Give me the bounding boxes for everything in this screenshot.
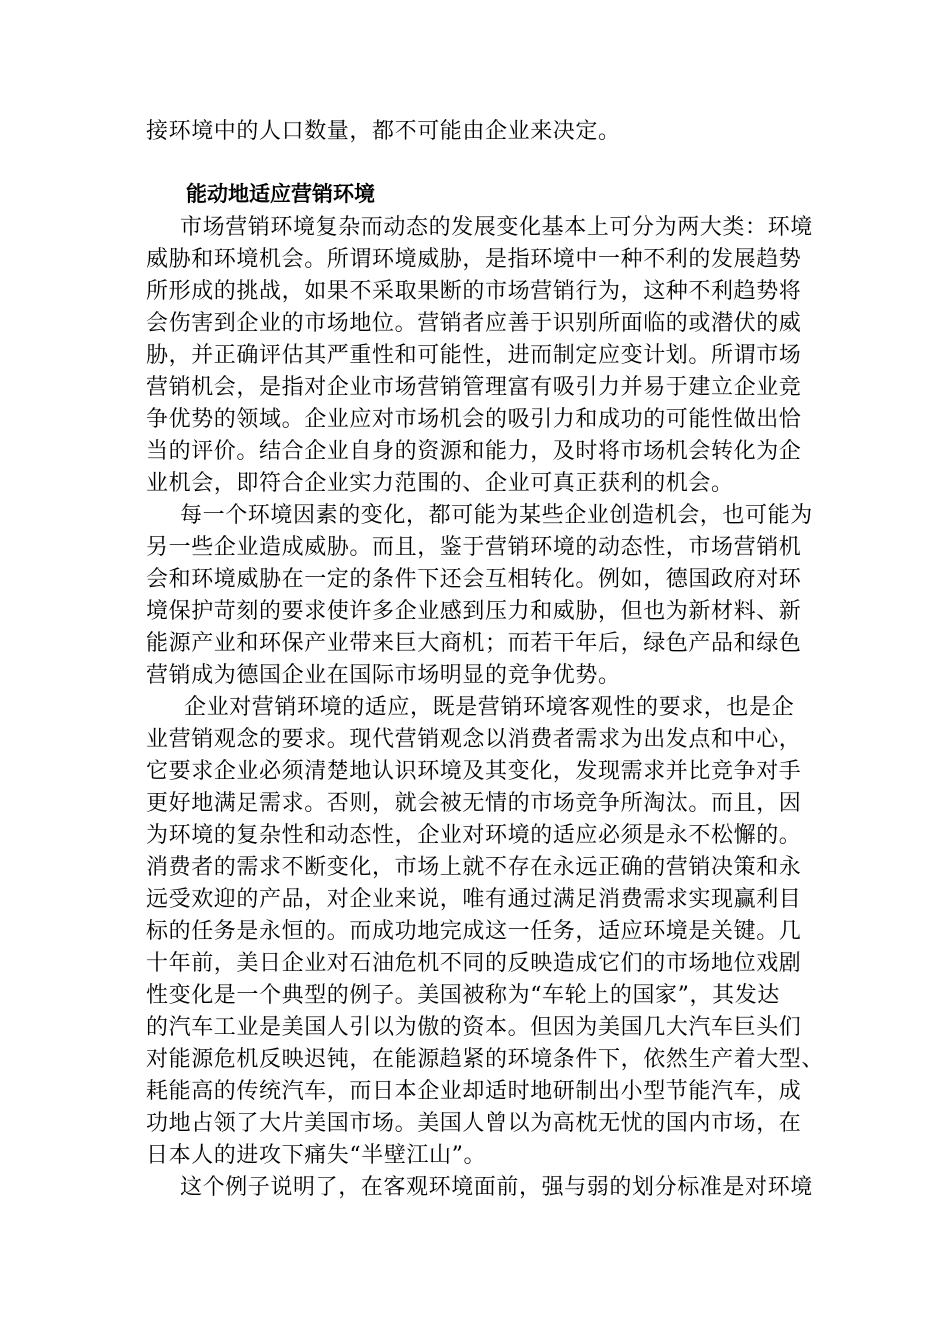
text-line: 每一个环境因素的变化，都可能为某些企业创造机会，也可能为 [180,503,813,528]
text-line: 当的评价。结合企业自身的资源和能力，及时将市场机会转化为企 [146,439,802,464]
text-line: 这个例子说明了，在客观环境面前，强与弱的划分标准是对环境 [180,1175,813,1200]
text-line: 业机会，即符合企业实力范围的、企业可真正获利的机会。 [146,471,734,496]
text-line: 为环境的复杂性和动态性，企业对环境的适应必须是永不松懈的。 [146,823,802,848]
text-line: 对能源危机反映迟钝，在能源趋紧的环境条件下，依然生产着大型、 [146,1047,825,1072]
text-line: 另一些企业造成威胁。而且，鉴于营销环境的动态性，市场营销机 [146,535,802,560]
text-line: 消费者的需求不断变化，市场上就不存在永远正确的营销决策和永 [146,855,802,880]
text-line: 十年前，美日企业对石油危机不同的反映造成它们的市场地位戏剧 [146,951,802,976]
text-line: 市场营销环境复杂而动态的发展变化基本上可分为两大类：环境 [180,215,813,240]
text-line: 的汽车工业是美国人引以为傲的资本。但因为美国几大汽车巨头们 [146,1015,802,1040]
text-line: 日本人的进攻下痛失“半壁江山”。 [146,1143,487,1168]
text-line: 营销成为德国企业在国际市场明显的竞争优势。 [146,663,621,688]
text-line: 功地占领了大片美国市场。美国人曾以为高枕无忧的国内市场，在 [146,1111,802,1136]
text-line: 远受欢迎的产品，对企业来说，唯有通过满足消费需求实现赢利目 [146,887,802,912]
text-line: 标的任务是永恒的。而成功地完成这一任务，适应环境是关键。几 [146,919,802,944]
text-line: 会伤害到企业的市场地位。营销者应善于识别所面临的或潜伏的威 [146,311,802,336]
text-line: 耗能高的传统汽车，而日本企业却适时地研制出小型节能汽车，成 [146,1079,802,1104]
section-heading: 能动地适应营销环境 [186,182,375,206]
text-line: 更好地满足需求。否则，就会被无情的市场竞争所淘汰。而且，因 [146,791,802,816]
text-line: 它要求企业必须清楚地认识环境及其变化，发现需求并比竞争对手 [146,759,802,784]
text-line: 会和环境威胁在一定的条件下还会互相转化。例如，德国政府对环 [146,567,802,592]
text-line: 所形成的挑战，如果不采取果断的市场营销行为，这种不利趋势将 [146,279,802,304]
text-line: 争优势的领域。企业应对市场机会的吸引力和成功的可能性做出恰 [146,407,802,432]
text-line: 性变化是一个典型的例子。美国被称为“车轮上的国家”，其发达 [146,983,780,1008]
text-line: 胁，并正确评估其严重性和可能性，进而制定应变计划。所谓市场 [146,343,802,368]
text-line: 威胁和环境机会。所谓环境威胁，是指环境中一种不利的发展趋势 [146,247,802,272]
text-line: 营销机会，是指对企业市场营销管理富有吸引力并易于建立企业竞 [146,375,802,400]
text-line: 业营销观念的要求。现代营销观念以消费者需求为出发点和中心， [146,727,802,752]
text-line: 企业对营销环境的适应，既是营销环境客观性的要求，也是企 [184,695,795,720]
text-line: 能源产业和环保产业带来巨大商机；而若干年后，绿色产品和绿色 [146,631,802,656]
text-line: 接环境中的人口数量，都不可能由企业来决定。 [146,119,621,144]
text-line: 境保护苛刻的要求使许多企业感到压力和威胁，但也为新材料、新 [146,599,802,624]
